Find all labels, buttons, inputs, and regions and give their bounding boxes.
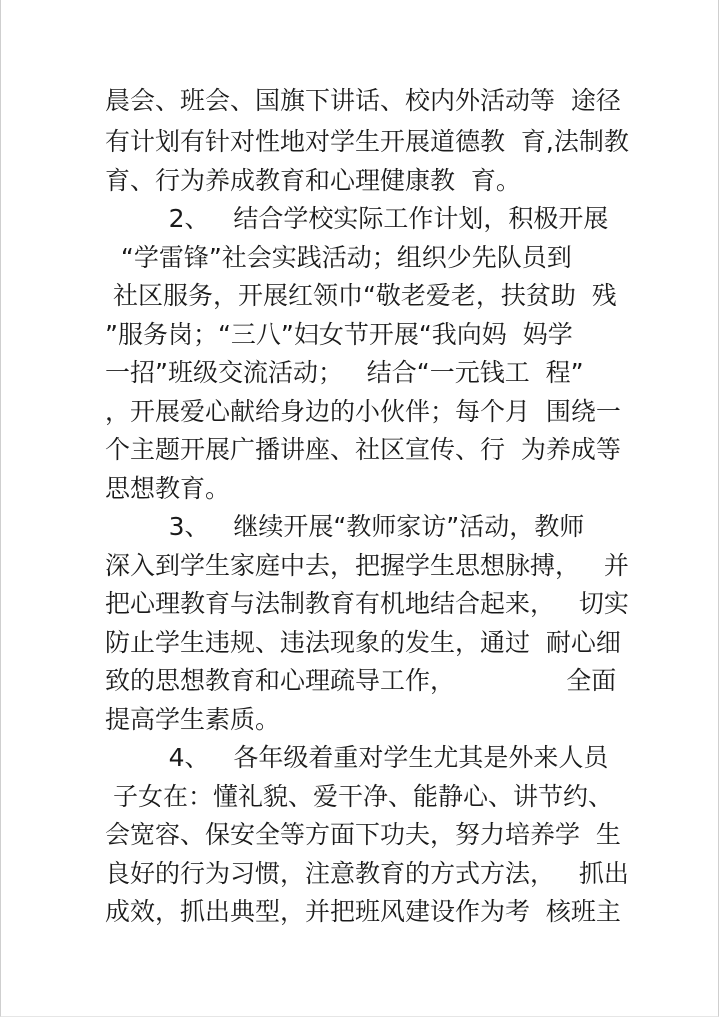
text-line: 社区服务，开展红领巾“敬老爱老，扶贫助 残 [105, 281, 617, 310]
text-line: 育、行为养成教育和心理健康教 育。 [105, 166, 521, 195]
text-line: 个主题开展广播讲座、社区宣传、行 为养成等 [105, 435, 621, 464]
text-line: 深入到学生家庭中去，把握学生思想脉搏， 并 [105, 551, 629, 580]
text-line: 一招”班级交流活动； 结合“一元钱工 程” [105, 358, 584, 387]
text-line: 思想教育。 [105, 474, 231, 503]
text-line: 2、 结合学校实际工作计划，积极开展 [105, 204, 609, 233]
text-line: ”服务岗；“三八”妇女节开展“我向妈 妈学 [105, 320, 573, 349]
text-line: 3、 继续开展“教师家访”活动，教师 [105, 512, 585, 541]
text-line: 防止学生违规、违法现象的发生，通过 耐心细 [105, 628, 621, 657]
text-line: 良好的行为习惯，注意教育的方式方法， 抓出 [105, 859, 629, 888]
text-line: 子女在：懂礼貌、爱干净、能静心、讲节约、 [105, 782, 613, 811]
text-line: 把心理教育与法制教育有机地结合起来， 切实 [105, 589, 629, 618]
text-line: 4、 各年级着重对学生尤其是外来人员 [105, 743, 609, 772]
text-line: 晨会、班会、国旗下讲话、校内外活动等 途径 [105, 86, 621, 115]
text-line: 成效，抓出典型，并把班风建设作为考 核班主 [105, 897, 621, 926]
text-line: 有计划有针对性地对学生开展道德教 育,法制教 [105, 127, 629, 156]
text-line: 会宽容、保安全等方面下功夫，努力培养学 生 [105, 820, 621, 849]
text-line: 致的思想教育和心理疏导工作， 全面 [105, 666, 617, 695]
text-line: “学雷锋”社会实践活动；组织少先队员到 [105, 243, 572, 272]
text-line: 提高学生素质。 [105, 705, 281, 734]
text-line: ，开展爱心献给身边的小伙伴；每个月 围绕一 [105, 397, 621, 426]
